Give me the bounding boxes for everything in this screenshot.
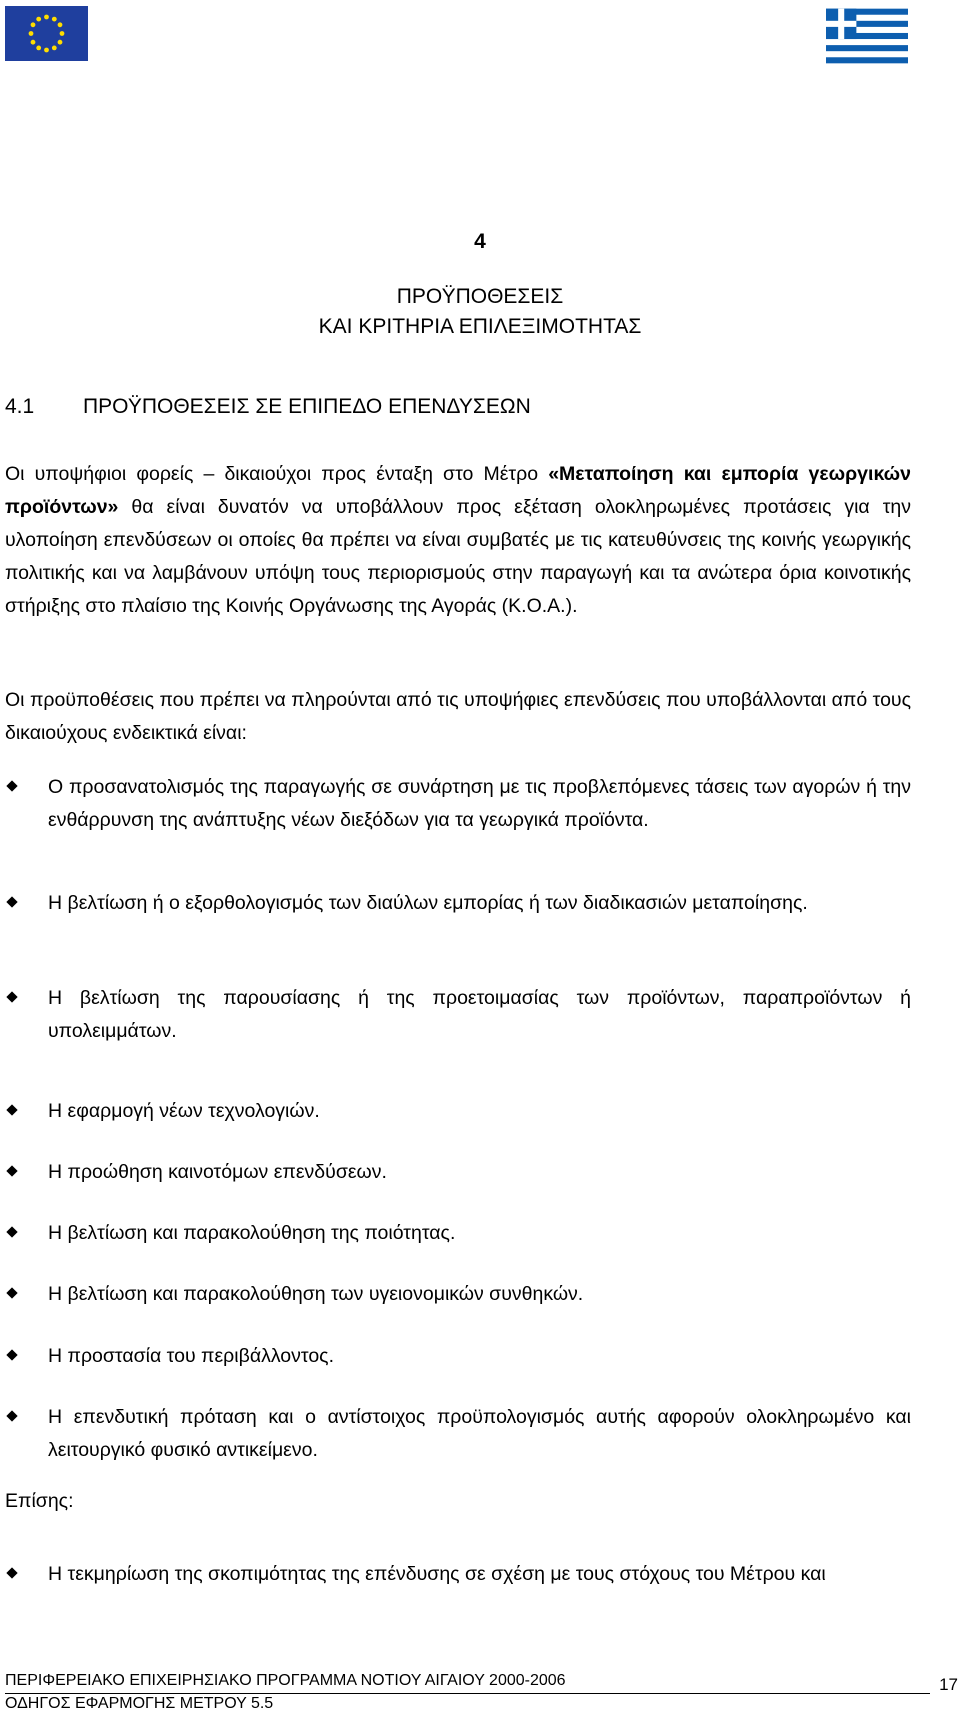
footer-divider [5,1693,930,1694]
chapter-title [0,282,960,342]
list-item [5,1278,911,1311]
bullet-diamond-icon [6,1165,17,1176]
list-item-text: Η εφαρμογή νέων τεχνολογιών. [48,1100,320,1122]
list-item [5,982,911,1048]
bullet-diamond-icon [6,896,17,907]
list-item-text: Η επενδυτική πρόταση και ο αντίστοιχος προϋπολογισμός αυτής αφορούν ολοκληρωμένο και λειτουργικό φυσικό αντικείμενο. [48,1406,911,1461]
list-item [5,1217,911,1250]
bullet-diamond-icon [6,1410,17,1421]
greek-flag-logo [826,8,908,64]
list-item [5,1558,911,1591]
page-number: 17 [939,1675,958,1694]
list-item [5,1401,911,1467]
eu-flag-logo [5,6,88,61]
chapter-number: 4 [474,230,486,253]
list-item-text: Η βελτίωση και παρακολούθηση της ποιότητας. [48,1222,456,1244]
section-heading [5,395,531,419]
list-item-text: Η βελτίωση της παρουσίασης ή της προετοιμασίας των προϊόντων, παραπροϊόντων ή υπολειμμάτων. [48,987,911,1042]
section-title: ΠΡΟΫΠΟΘΕΣΕΙΣ ΣΕ ΕΠΙΠΕΔΟ ΕΠΕΝΔΥΣΕΩΝ [83,395,531,418]
list-item-text: Η προώθηση καινοτόμων επενδύσεων. [48,1161,387,1183]
chapter-title-line1: ΠΡΟΫΠΟΘΕΣΕΙΣ [396,285,564,308]
list-item-text: Η βελτίωση και παρακολούθηση των υγειονομικών συνθηκών. [48,1283,584,1305]
footer-guide-title: ΟΔΗΓΟΣ ΕΦΑΡΜΟΓΗΣ ΜΕΤΡΟΥ 5.5 [5,1695,274,1712]
list-item [5,887,911,920]
also-label: Επίσης: [5,1490,74,1512]
bullet-diamond-icon [6,1287,17,1298]
bullet-diamond-icon [6,780,17,791]
bullet-diamond-icon [6,1567,17,1578]
bullet-diamond-icon [6,1104,17,1115]
paragraph-intro [5,458,911,623]
section-number: 4.1 [5,395,35,418]
bullet-diamond-icon [6,1349,17,1360]
chapter-title-line2: ΚΑΙ ΚΡΙΤΗΡΙΑ ΕΠΙΛΕΞΙΜΟΤΗΤΑΣ [318,315,642,338]
paragraph-intro-before: Οι υποψήφιοι φορείς – δικαιούχοι προς ένταξη στο Μέτρο [5,463,549,485]
bullet-diamond-icon [6,1226,17,1237]
list-item-text: Ο προσανατολισμός της παραγωγής σε συνάρτηση με τις προβλεπόμενες τάσεις των αγορών ή την ενθάρρυνση της ανάπτυξης νέων διεξόδων για τα γεωργικά προϊόντα. [48,776,911,831]
measure-name: «Μεταποίηση και εμπορία γεωργικών προϊόντων» [5,463,911,518]
paragraph-conditions: Οι προϋποθέσεις που πρέπει να πληρούνται από τις υποψήφιες επενδύσεις που υποβάλλονται από τους δικαιούχους ενδεικτικά είναι: [5,689,911,744]
list-item-text: Η προστασία του περιβάλλοντος. [48,1345,334,1367]
list-item-text: Η τεκμηρίωση της σκοπιμότητας της επένδυσης σε σχέση με τους στόχους του Μέτρου και [48,1563,826,1585]
list-item [5,1095,911,1128]
paragraph-intro-after: θα είναι δυνατόν να υποβάλλουν προς εξέταση ολοκληρωμένες προτάσεις για την υλοποίηση επενδύσεων οι οποίες θα πρέπει να είναι συμβατές με τις κατευθύνσεις της κοινής γεωργικής πολιτικής και να λαμβάνουν υπόψη τους περιορισμούς στην παραγωγή και τα ανώτερα όρια κοινοτικής στήριξης στο πλαίσιο της Κοινής Οργάνωσης της Αγοράς (Κ.Ο.Α.). [5,496,911,617]
list-item [5,1340,911,1373]
list-item-text: Η βελτίωση ή ο εξορθολογισμός των διαύλων εμπορίας ή των διαδικασιών μεταποίησης. [48,892,808,914]
list-item [5,771,911,837]
bullet-diamond-icon [6,991,17,1002]
list-item [5,1156,911,1189]
footer-program-title: ΠΕΡΙΦΕΡΕΙΑΚΟ ΕΠΙΧΕΙΡΗΣΙΑΚΟ ΠΡΟΓΡΑΜΜΑ ΝΟΤΙΟΥ ΑΙΓΑΙΟΥ 2000-2006 [5,1672,566,1689]
